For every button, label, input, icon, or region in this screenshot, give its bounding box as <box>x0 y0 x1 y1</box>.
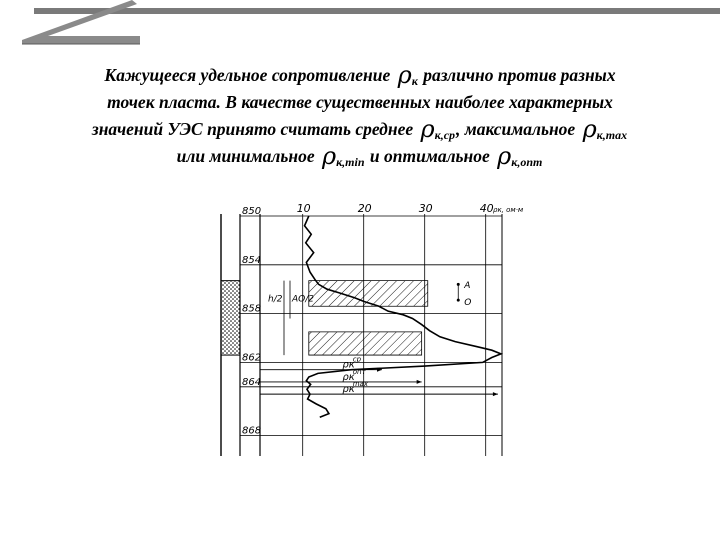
rho-opt-arrowhead <box>417 380 422 384</box>
rho-max-symbol: ρк <box>342 384 355 396</box>
x-axis-label: ρк, ом·м <box>493 206 524 214</box>
y-tick-label: 864 <box>242 376 262 388</box>
slide-body-text <box>40 62 680 170</box>
text-line-1: Кажущееся удельное сопротивление $\rho_к$ различно против разных <box>104 61 616 89</box>
x-tick-label: 10 <box>296 202 311 215</box>
rho-mean-symbol: ρк <box>342 359 355 371</box>
reservoir-bed-fill <box>221 281 240 355</box>
text-line-2: точек пласта. В качестве существенных наиболее характерных <box>107 92 613 112</box>
rho-max-superscript: max <box>352 380 368 389</box>
point-a-label: A <box>464 280 471 291</box>
text-line-4: или минимальное $\rho_{к,min}$ и оптимальное $\rho_{к,опт}$ <box>176 142 543 170</box>
y-tick-label: 858 <box>242 303 262 315</box>
x-tick-label: 30 <box>418 202 433 215</box>
y-tick-label: 862 <box>242 352 262 364</box>
y-tick-label: 854 <box>242 254 262 266</box>
rho-mean-superscript: ср <box>352 355 362 364</box>
y-tick-label: 850 <box>242 206 262 217</box>
ao-half-label: AO/2 <box>292 294 314 305</box>
text-line-3: значений УЭС принято считать среднее $\rho_{к,ср}$, максимальное $\rho_{к,max}$ <box>91 115 628 143</box>
y-tick-label: 868 <box>242 425 262 437</box>
rho-opt-superscript: опт <box>352 367 366 376</box>
h-half-label: h/2 <box>268 294 283 305</box>
point-o-label: O <box>464 298 472 309</box>
rho-max-arrowhead <box>493 392 498 396</box>
slide-corner-decoration <box>0 0 150 50</box>
x-tick-label: 40 <box>479 202 494 215</box>
rho-opt-symbol: ρк <box>342 371 355 383</box>
hatched-interval <box>309 332 422 355</box>
resistivity-log-chart <box>212 202 524 458</box>
x-tick-label: 20 <box>357 202 372 215</box>
